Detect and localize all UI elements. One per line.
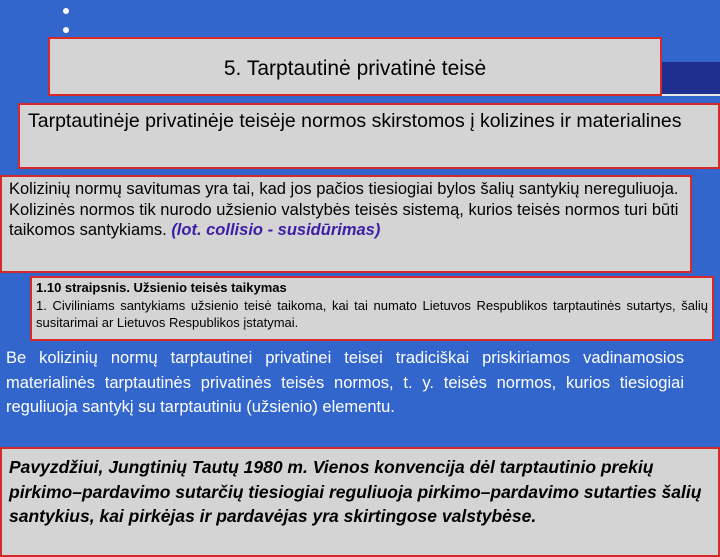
example-text: Pavyzdžiui, Jungtinių Tautų 1980 m. Vienos konvencija dėl tarptautinio prekių pirkimo–pardavimo sutarčių tiesiogiai reguliuoja pirkimo–pardavimo sutarties šalių santykius, kai pirkėjas ir pardavėjas yra skirtingose valstybėse. xyxy=(9,457,702,526)
latin-note: (lot. collisio - susidūrimas) xyxy=(171,221,381,239)
slide-title: 5. Tarptautinė privatinė teisė xyxy=(223,57,487,80)
decor-dot-top xyxy=(63,8,69,14)
definition-box xyxy=(0,175,692,273)
law-article-title: 1.10 straipsnis. Užsienio teisės taikymas xyxy=(36,280,287,295)
accent-band xyxy=(660,62,720,94)
slide-title-box xyxy=(48,37,662,96)
example-box xyxy=(0,447,720,557)
law-article-box xyxy=(30,276,714,341)
material-norms-text: Be kolizinių normų tarptautinei privatinei teisei tradiciškai priskiriamos vadinamosios materialinės tarptautinės privatinės teisės normos, t. y. teisės normos, kurios tiesiogiai reguliuoja santykį su tarptautiniu (užsienio) elementu. xyxy=(6,349,684,416)
decor-dot-bottom xyxy=(63,27,69,33)
law-article-text: 1. Civiliniams santykiams užsienio teisė taikoma, kai tai numato Lietuvos Respublikos tarptautinės sutartys, šalių susitarimai ar Lietuvos Respublikos įstatymai. xyxy=(36,297,708,330)
definition-text: Kolizinių normų savitumas yra tai, kad jos pačios tiesiogiai bylos šalių santykių nereguliuoja. Kolizinės normos tik nurodo užsienio valstybės teisės sistemą, kurios teisės normos turi būti taikomos santykiams. xyxy=(9,180,679,239)
subtitle-box xyxy=(18,103,720,169)
subtitle-text: Tarptautinėje privatinėje teisėje normos skirstomos į kolizines ir materialines xyxy=(28,110,682,132)
